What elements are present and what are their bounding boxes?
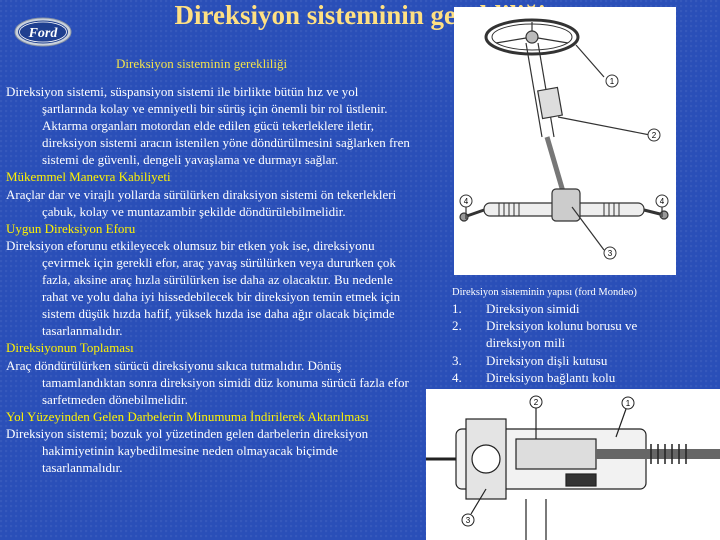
callout-4-right: 4 (659, 197, 665, 206)
slide-subtitle: Direksiyon sisteminin gerekliliği (116, 56, 288, 71)
steering-system-diagram (454, 7, 676, 275)
callout-3: 3 (607, 249, 613, 258)
heading-steering-effort: Uygun Direksiyon Eforu (6, 220, 136, 236)
paragraph-intro: Direksiyon sistemi, süspansiyon sistemi ile birlikte bütün hız ve yol şartlarında kolay ve emniyetli bir sürüş için önemli bir rol üstlenir. Aktarma organları motordan elde edilen gücü tekerleklere iletir, direksiyon sistemi aracın istenilen yöne döndürülmesini sağlarken fren sistemi de güvenli, dengeli yavaşlama ve durmayı sağlar. (6, 84, 410, 168)
list-item: 2. Direksiyon kolunu borusu ve direksiyon mili (452, 318, 638, 351)
figure-caption: Direksiyon sisteminin yapısı (ford Mondeo) (452, 287, 637, 298)
list-item: 4. Direksiyon bağlantı kolu (452, 369, 616, 385)
detail-callout-2: 2 (533, 398, 539, 407)
heading-steering-return: Direksiyonun Toplaması (6, 340, 134, 356)
list-item: 3. Direksiyon dişli kutusu (452, 352, 608, 368)
callout-4-left: 4 (463, 197, 469, 206)
detail-callout-1: 1 (625, 399, 631, 408)
detail-callout-3: 3 (465, 516, 471, 525)
list-item: 1. Direksiyon simidi (452, 301, 580, 316)
body-text (6, 83, 410, 476)
callout-2: 2 (651, 131, 657, 140)
parts-list (452, 300, 684, 386)
heading-maneuverability: Mükemmel Manevra Kabiliyeti (6, 169, 171, 185)
steering-gear-cutaway-diagram (426, 389, 720, 540)
paragraph-shock-reduction: Direksiyon sistemi; bozuk yol yüzetinden gelen darbelerin direksiyon hakimiyetinin kaybedilmesine neden olmayacak biçimde tasarlanmalıdır. (6, 425, 369, 476)
logo-text: Ford (28, 26, 58, 41)
paragraph-maneuverability: Araçlar dar ve virajlı yollarda sürülürken diraksiyon sistemi ön tekerlekleri çabuk, kolay ve muntazambir şekilde döndürülebilmelidir. (6, 186, 397, 219)
callout-1: 1 (609, 77, 615, 86)
paragraph-steering-effort: Direksiyon eforunu etkileyecek olumsuz bir etken yok ise, direksiyonu çevirmek için gerekli efor, araç yavaş sürülürken veya dururken çok fazla, aksine araç hızla sürülürken ise daha az olacaktır. Bu nedenle rahat ve yolu daha iyi hissedebilecek bir direksiyon temin etmek için sistem düşük hızda hafif, yüksek hızda ise daha ağır olacak biçimde tasarlanmalıdır. (6, 237, 401, 339)
heading-shock-reduction: Yol Yüzeyinden Gelen Darbelerin Minumuma İndirilerek Aktarılması (6, 408, 369, 424)
slide-title: Direksiyon sisteminin gerekliliği (174, 0, 546, 30)
paragraph-steering-return: Araç döndürülürken sürücü direksiyonu sıkıca tutmalıdır. Dönüş tamamlandıktan sonra direksiyon simidi düz konuma sürücü fazla efor sarfetmeden dönebilmelidir. (6, 357, 409, 407)
